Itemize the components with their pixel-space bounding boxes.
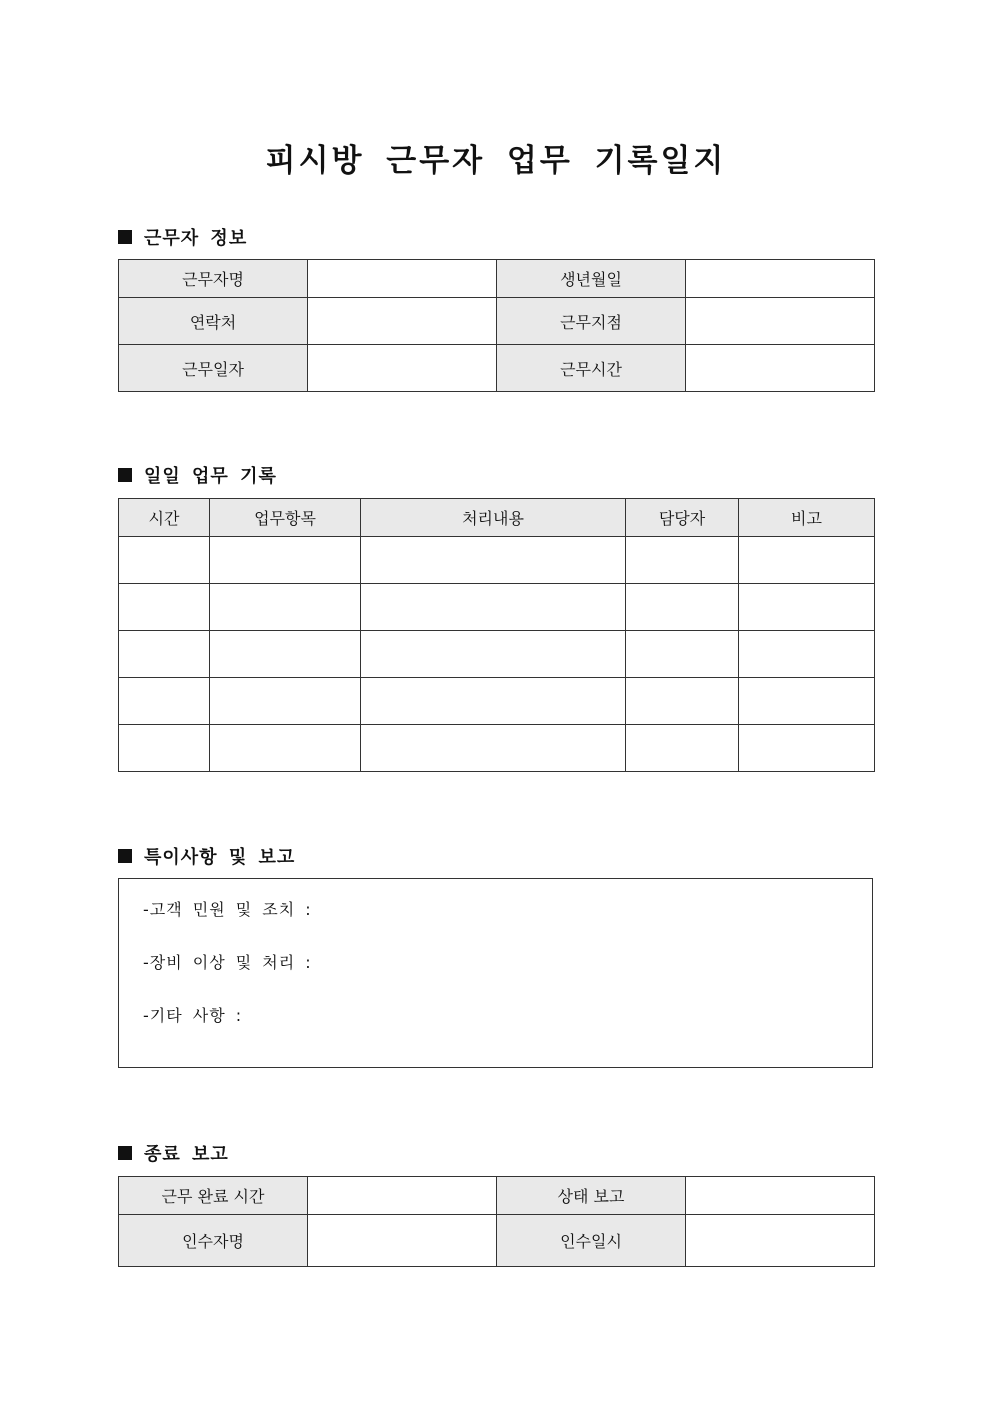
document-title: 피시방 근무자 업무 기록일지 [265,143,727,179]
remarks-box[interactable] [118,878,873,1068]
table-cell[interactable] [210,631,361,678]
table-cell[interactable] [210,584,361,631]
table-cell[interactable] [210,678,361,725]
section-heading-label: 일일 업무 기록 [144,466,277,487]
branch-field[interactable] [686,298,875,345]
column-header: 처리내용 [361,499,626,537]
table-cell[interactable] [626,537,739,584]
receiver-name-field[interactable] [308,1215,497,1267]
table-row [119,631,875,678]
table-cell[interactable] [739,537,875,584]
label-cell: 연락처 [119,298,308,345]
section-heading-end-report [118,1140,229,1166]
label-cell: 근무자명 [119,260,308,298]
label-cell: 근무지점 [497,298,686,345]
table-cell[interactable] [626,678,739,725]
end-report-table [118,1176,875,1267]
birthdate-field[interactable] [686,260,875,298]
table-cell[interactable] [739,725,875,772]
column-header: 비고 [739,499,875,537]
table-cell[interactable] [119,678,210,725]
label-cell: 근무시간 [497,345,686,392]
table-cell[interactable] [361,537,626,584]
table-row [119,298,875,345]
label-cell: 근무 완료 시간 [119,1177,308,1215]
remarks-line-other: -기타 사항 : [143,1006,243,1025]
table-cell[interactable] [739,631,875,678]
remarks-line-customer: -고객 민원 및 조치 : [143,900,312,919]
square-bullet-icon [118,468,132,482]
table-cell[interactable] [739,678,875,725]
table-cell[interactable] [361,725,626,772]
column-header: 시간 [119,499,210,537]
table-row [119,678,875,725]
handover-datetime-field[interactable] [686,1215,875,1267]
square-bullet-icon [118,230,132,244]
contact-field[interactable] [308,298,497,345]
remarks-line-equipment: -장비 이상 및 처리 : [143,953,312,972]
table-cell[interactable] [361,631,626,678]
table-cell[interactable] [361,584,626,631]
work-hours-field[interactable] [686,345,875,392]
label-cell: 상태 보고 [497,1177,686,1215]
square-bullet-icon [118,1146,132,1160]
table-cell[interactable] [119,631,210,678]
table-cell[interactable] [361,678,626,725]
table-cell[interactable] [626,631,739,678]
column-header: 업무항목 [210,499,361,537]
table-row [119,1215,875,1267]
table-header-row [119,499,875,537]
label-cell: 생년월일 [497,260,686,298]
worker-name-field[interactable] [308,260,497,298]
section-heading-worker-info [118,224,247,250]
table-row [119,1177,875,1215]
table-cell[interactable] [119,537,210,584]
work-date-field[interactable] [308,345,497,392]
status-report-field[interactable] [686,1177,875,1215]
table-row [119,260,875,298]
table-row [119,537,875,584]
table-cell[interactable] [210,725,361,772]
label-cell: 근무일자 [119,345,308,392]
square-bullet-icon [118,849,132,863]
table-cell[interactable] [119,725,210,772]
table-cell[interactable] [626,584,739,631]
table-cell[interactable] [739,584,875,631]
daily-log-table [118,498,875,772]
table-row [119,584,875,631]
section-heading-label: 종료 보고 [144,1144,229,1165]
worker-info-table [118,259,875,392]
label-cell: 인수자명 [119,1215,308,1267]
section-heading-label: 근무자 정보 [144,228,248,249]
section-heading-daily-log [118,462,277,488]
section-heading-remarks [118,843,295,869]
table-cell[interactable] [119,584,210,631]
table-row [119,345,875,392]
label-cell: 인수일시 [497,1215,686,1267]
table-row [119,725,875,772]
table-cell[interactable] [210,537,361,584]
column-header: 담당자 [626,499,739,537]
completion-time-field[interactable] [308,1177,497,1215]
table-cell[interactable] [626,725,739,772]
section-heading-label: 특이사항 및 보고 [144,847,296,868]
